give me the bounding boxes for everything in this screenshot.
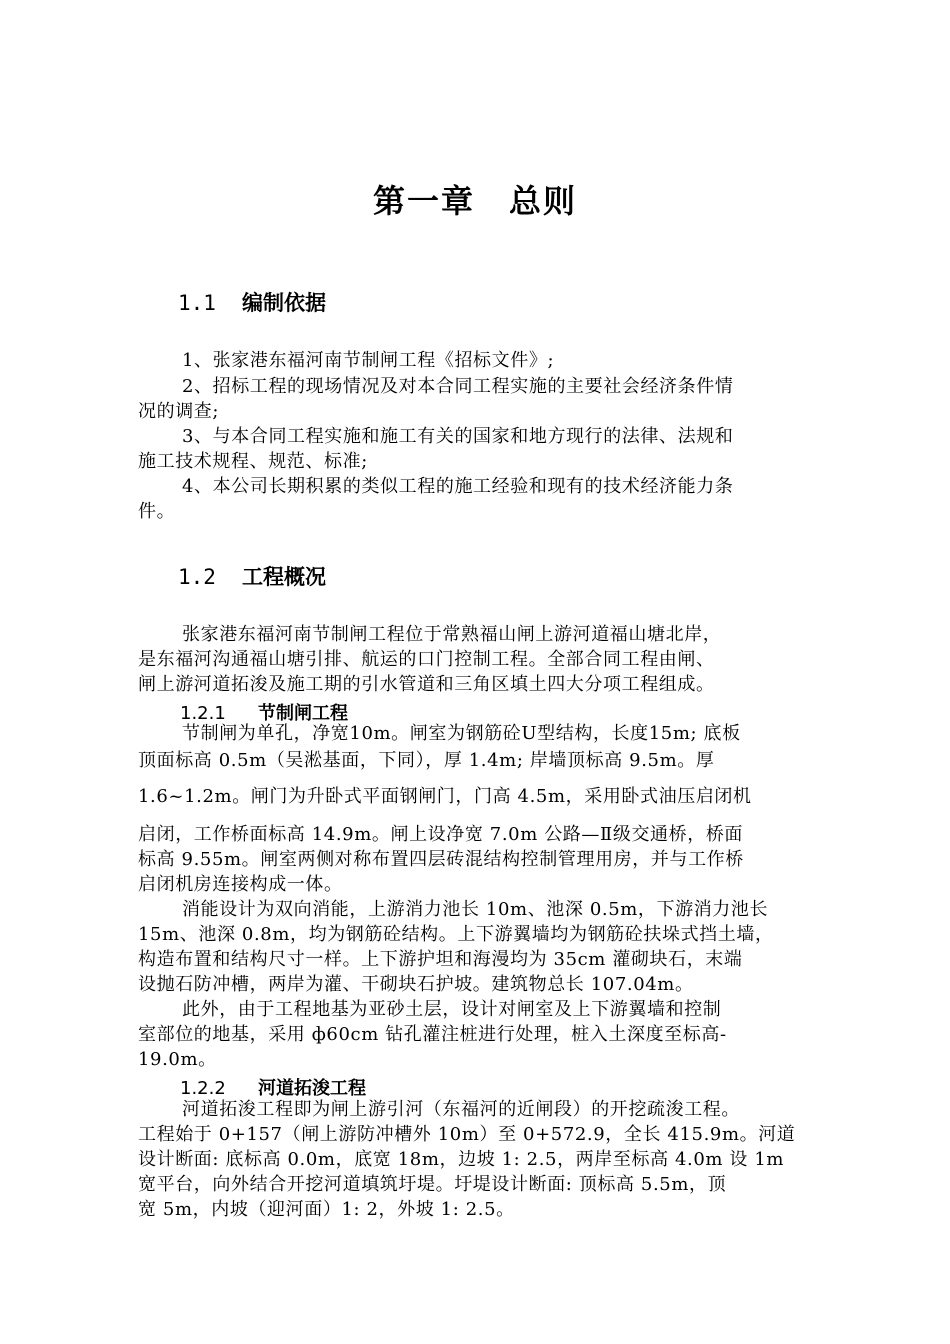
- river-line: 宽平台，向外结合开挖河道填筑圩堤。圩堤设计断面: 顶标高 5.5m，顶: [138, 1174, 727, 1195]
- river-line: 河道拓浚工程即为闸上游引河（东福河的近闸段）的开挖疏浚工程。: [182, 1099, 740, 1120]
- section-heading-1-2: 1.2 工程概况: [178, 565, 326, 589]
- energy-line: 设抛石防冲槽，两岸为灌、干砌块石护坡。建筑物总长 107.04m。: [138, 974, 694, 995]
- sluice-line: 顶面标高 0.5m（吴淞基面，下同），厚 1.4m; 岸墙顶标高 9.5m。厚: [138, 750, 715, 771]
- overview-line: 闸上游河道拓浚及施工期的引水管道和三角区填土四大分项工程组成。: [138, 674, 715, 695]
- section-heading-1-1: 1.1 编制依据: [178, 291, 326, 315]
- subsection-heading-1-2-1: 1.2.1 节制闸工程: [180, 703, 348, 724]
- basis-line: 1、张家港东福河南节制闸工程《招标文件》;: [182, 350, 555, 371]
- basis-line: 2、招标工程的现场情况及对本合同工程实施的主要社会经济条件情: [182, 376, 734, 397]
- sluice-line: 1.6~1.2m。闸门为升卧式平面钢闸门，门高 4.5m，采用卧式油压启闭机: [138, 786, 752, 807]
- basis-line: 况的调查;: [138, 401, 220, 422]
- foundation-line: 此外，由于工程地基为亚砂土层，设计对闸室及上下游翼墙和控制: [182, 999, 722, 1020]
- subsection-heading-1-2-2: 1.2.2 河道拓浚工程: [180, 1078, 366, 1099]
- sluice-line: 启闭，工作桥面标高 14.9m。闸上设净宽 7.0m 公路—Ⅱ级交通桥，桥面: [138, 824, 744, 845]
- foundation-line: 19.0m。: [138, 1049, 217, 1070]
- overview-line: 张家港东福河南节制闸工程位于常熟福山闸上游河道福山塘北岸，: [182, 624, 722, 645]
- chapter-name: 总则: [509, 182, 578, 220]
- basis-line: 件。: [138, 501, 176, 522]
- basis-line: 施工技术规程、规范、标准;: [138, 451, 368, 472]
- chapter-title: [0, 176, 950, 222]
- river-line: 工程始于 0+157（闸上游防冲槽外 10m）至 0+572.9，全长 415.9m。河道: [138, 1124, 796, 1145]
- sluice-line: 节制闸为单孔，净宽10m。闸室为钢筋砼U型结构，长度15m; 底板: [182, 723, 741, 744]
- energy-line: 构造布置和结构尺寸一样。上下游护坦和海漫均为 35cm 灌砌块石，末端: [138, 949, 743, 970]
- foundation-line: 室部位的地基，采用 ф60cm 钻孔灌注桩进行处理，桩入土深度至标高-: [138, 1024, 727, 1045]
- overview-line: 是东福河沟通福山塘引排、航运的口门控制工程。全部合同工程由闸、: [138, 649, 715, 670]
- chapter-number: 第一章: [372, 182, 475, 220]
- energy-line: 消能设计为双向消能，上游消力池长 10m、池深 0.5m，下游消力池长: [182, 899, 769, 920]
- sluice-line: 启闭机房连接构成一体。: [138, 874, 343, 895]
- basis-line: 3、与本合同工程实施和施工有关的国家和地方现行的法律、法规和: [182, 426, 734, 447]
- energy-line: 15m、池深 0.8m，均为钢筋砼结构。上下游翼墙均为钢筋砼扶垛式挡土墙，: [138, 924, 774, 945]
- basis-line: 4、本公司长期积累的类似工程的施工经验和现有的技术经济能力条: [182, 476, 734, 497]
- river-line: 设计断面: 底标高 0.0m，底宽 18m，边坡 1: 2.5，两岸至标高 4.0m 设 1m: [138, 1149, 785, 1170]
- river-line: 宽 5m，内坡（迎河面）1: 2，外坡 1: 2.5。: [138, 1199, 515, 1220]
- sluice-line: 标高 9.55m。闸室两侧对称布置四层砖混结构控制管理用房，并与工作桥: [138, 849, 744, 870]
